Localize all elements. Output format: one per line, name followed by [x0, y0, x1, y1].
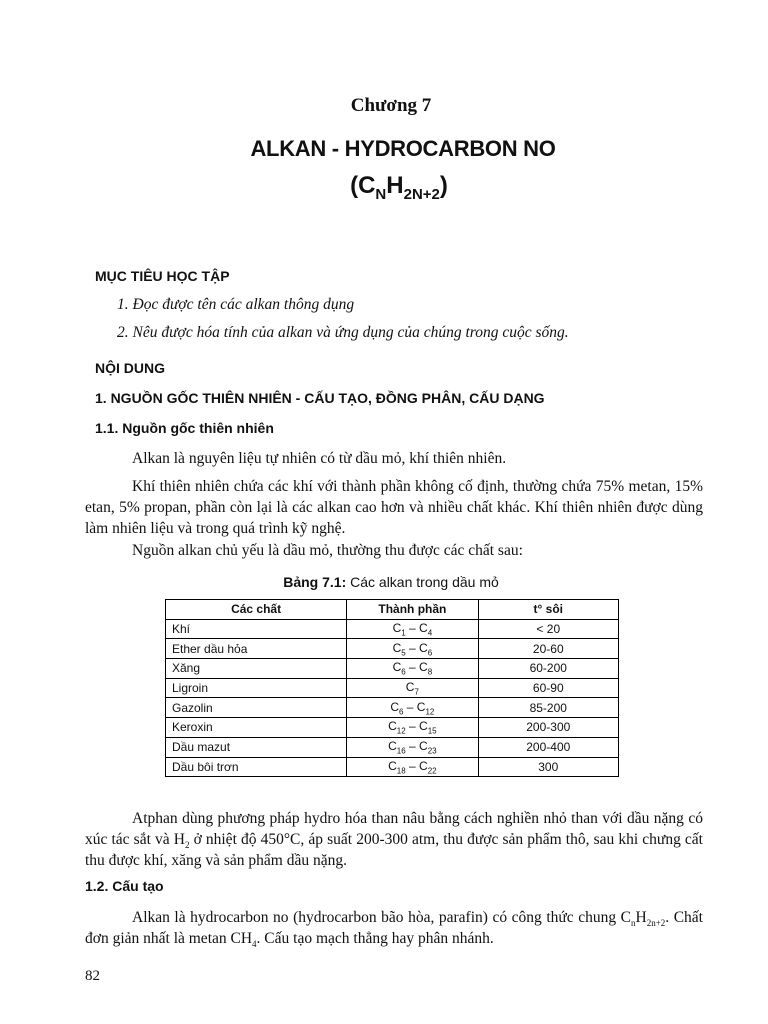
- page-number: 82: [85, 968, 100, 984]
- cell-boiling-point: 300: [478, 757, 618, 777]
- table-row: [166, 737, 619, 757]
- paragraph: Nguồn alkan chủ yếu là dầu mỏ, thường thu được các chất sau:: [132, 542, 523, 559]
- cell-substance: Xăng: [166, 659, 347, 679]
- cell-composition: $C_{16} - C_{23}$: [347, 737, 478, 757]
- objective-item: 1. Đọc được tên các alkan thông dụng: [117, 296, 355, 313]
- table-row: [166, 619, 619, 639]
- cell-substance: Dầu bôi trơn: [166, 757, 347, 777]
- table-row: [166, 659, 619, 679]
- objectives-heading: MỤC TIÊU HỌC TẬP: [95, 268, 230, 284]
- table-row: [166, 718, 619, 738]
- cell-composition: $C_{12} - C_{15}$: [347, 718, 478, 738]
- formula-sub-n: N: [375, 185, 387, 203]
- cell-substance: Ether dầu hỏa: [166, 639, 347, 659]
- formula-h: H: [386, 172, 404, 199]
- table-header-row: [166, 600, 619, 620]
- cell-boiling-point: < 20: [478, 619, 618, 639]
- table-caption-text: Các alkan trong dầu mỏ: [346, 574, 499, 590]
- cell-substance: Ligroin: [166, 678, 347, 698]
- cell-substance: Keroxin: [166, 718, 347, 738]
- cell-boiling-point: 200-300: [478, 718, 618, 738]
- cell-boiling-point: 60-200: [478, 659, 618, 679]
- column-header: Thành phần: [347, 600, 478, 620]
- subsection-heading: 1.1. Nguồn gốc thiên nhiên: [95, 420, 274, 436]
- formula-sub-2n2: 2N+2: [403, 185, 440, 203]
- table-caption-label: Bảng 7.1:: [283, 574, 347, 590]
- formula-close: ): [439, 172, 448, 199]
- chapter-title: ALKAN - HYDROCARBON NO: [250, 136, 556, 161]
- cell-substance: Gazolin: [166, 698, 347, 718]
- cell-composition: $C_6 - C_{12}$: [347, 698, 478, 718]
- cell-boiling-point: 60-90: [478, 678, 618, 698]
- table-row: [166, 698, 619, 718]
- table-caption: [0, 574, 768, 590]
- cell-composition: $C_5 - C_6$: [347, 639, 478, 659]
- chapter-number: Chương 7: [350, 95, 432, 116]
- cell-composition: $C_6 - C_8$: [347, 659, 478, 679]
- subsection-heading: 1.2. Cấu tạo: [85, 878, 164, 894]
- cell-composition: $C_7$: [347, 678, 478, 698]
- cell-composition: $C_{18} - C_{22}$: [347, 757, 478, 777]
- cell-substance: Khí: [166, 619, 347, 639]
- cell-boiling-point: 20-60: [478, 639, 618, 659]
- cell-boiling-point: 200-400: [478, 737, 618, 757]
- content-heading: NỘI DUNG: [95, 360, 165, 376]
- section-heading: 1. NGUỒN GỐC THIÊN NHIÊN - CẤU TẠO, ĐỒNG PHÂN, CẤU DẠNG: [95, 390, 545, 406]
- table-row: [166, 639, 619, 659]
- column-header: t° sôi: [478, 600, 618, 620]
- paragraph: Alkan là hydrocarbon no (hydrocarbon bão hòa, parafin) có công thức chung $C_nH_{2n+2}$. Chất đơn giản nhất là metan $CH_4$. Cấu tạo mạch thẳng hay phân nhánh.: [85, 909, 703, 950]
- cell-composition: $C_1 - C_4$: [347, 619, 478, 639]
- table-row: [166, 757, 619, 777]
- objective-item: 2. Nêu được hóa tính của alkan và ứng dụng của chúng trong cuộc sống.: [117, 324, 569, 341]
- table-row: [166, 678, 619, 698]
- cell-boiling-point: 85-200: [478, 698, 618, 718]
- alkane-table: [165, 599, 619, 777]
- paragraph: Khí thiên nhiên chứa các khí với thành phần không cố định, thường chứa 75% metan, 15% etan, 5% propan, phần còn lại là các alkan cao hơn và nhiều chất khác. Khí thiên nhiên được dùng làm nhiên liệu và trong quá trình kỹ nghệ.: [85, 478, 703, 537]
- paragraph: Alkan là nguyên liệu tự nhiên có từ dầu mỏ, khí thiên nhiên.: [132, 450, 507, 467]
- formula-open: (C: [350, 172, 376, 199]
- cell-substance: Dầu mazut: [166, 737, 347, 757]
- column-header: Các chất: [166, 600, 347, 620]
- paragraph: Atphan dùng phương pháp hydro hóa than nâu bằng cách nghiền nhỏ than với dầu nặng có xúc tác sắt và $H_2$ ở nhiệt độ 450°C, áp suất 200-300 atm, thu được sản phẩm thô, sau khi chưng cất thu được khí, xăng và sản phẩm dầu nặng.: [85, 810, 703, 869]
- general-formula: [0, 172, 768, 203]
